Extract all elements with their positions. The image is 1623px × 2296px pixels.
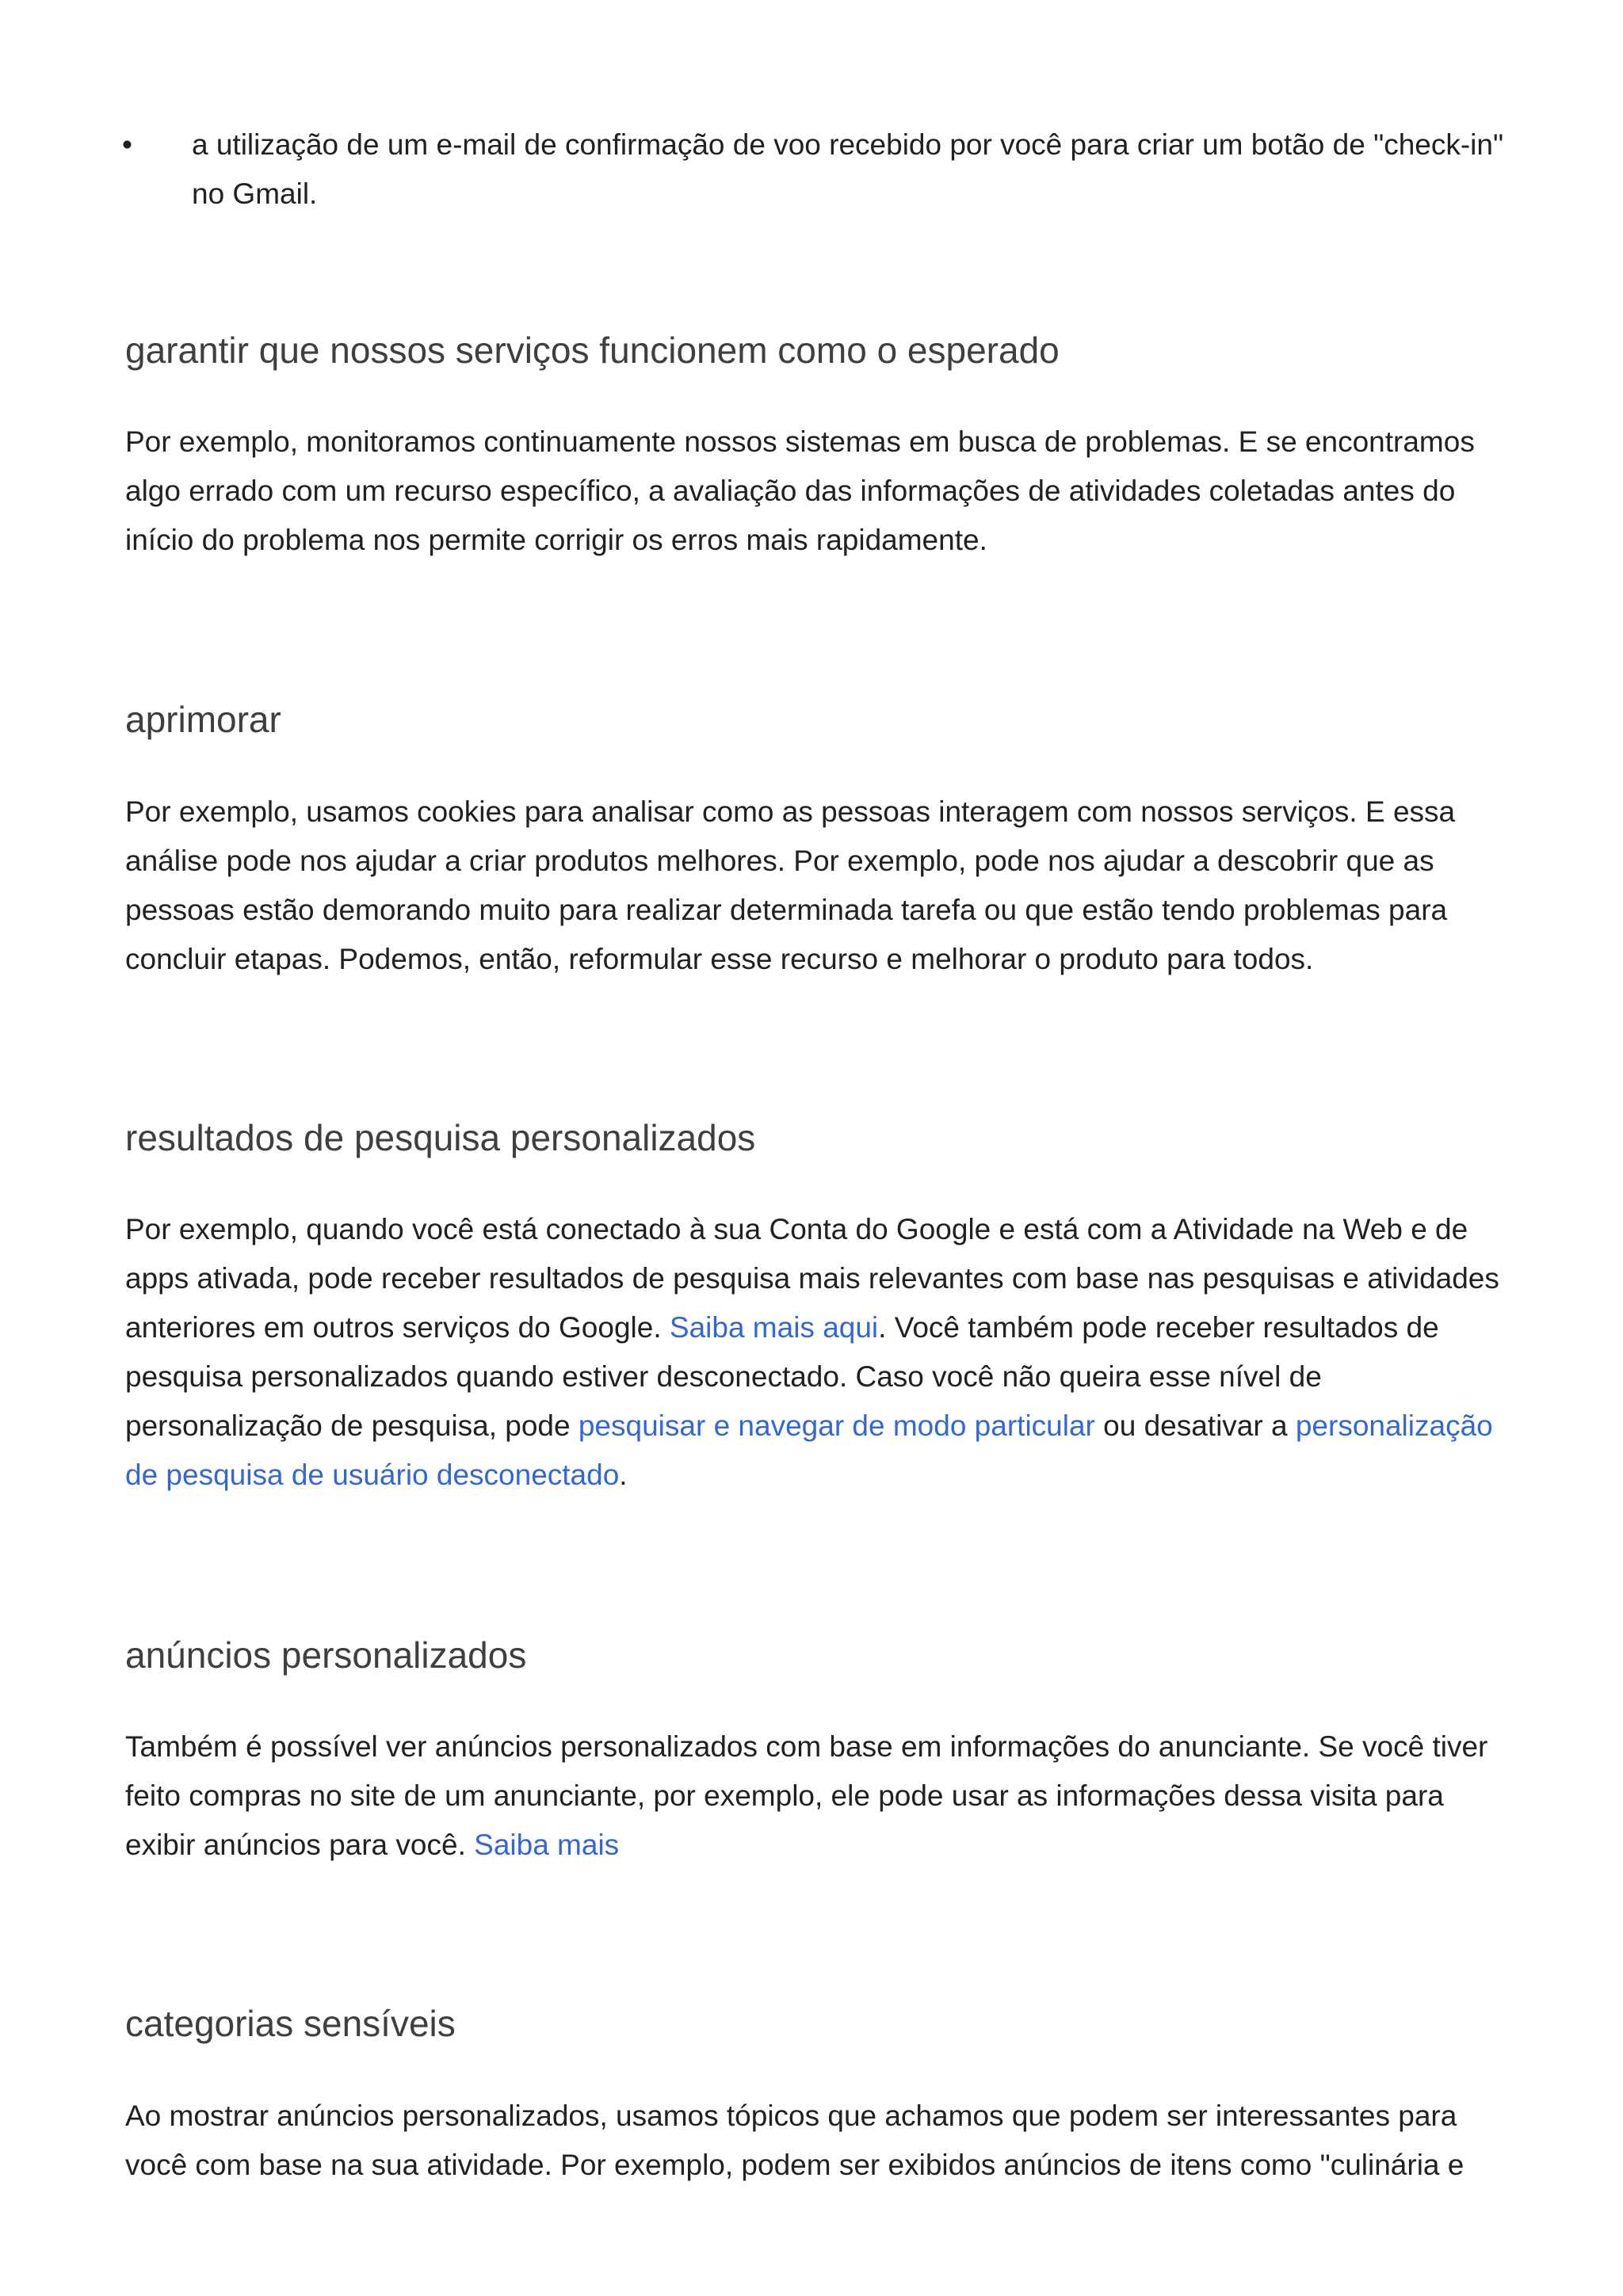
section-heading-categorias: categorias sensíveis: [125, 2003, 456, 2044]
personalizacao-pesquisa-link[interactable]: personalização de pesquisa de usuário desconectado: [125, 1409, 1493, 1491]
bullet-icon: •: [122, 128, 132, 161]
section-body-categorias: Ao mostrar anúncios personalizados, usamos tópicos que achamos que podem ser interessantes para você com base na sua atividade. Por exemplo, podem ser exibidos anúncios de itens como "culinária e: [125, 2100, 1465, 2181]
section-body-anuncios: [125, 1722, 1504, 1870]
body-text: Também é possível ver anúncios personalizados com base em informações do anunciante. Se você tiver feito compras no site de um anunciante, por exemplo, ele pode usar as informações dessa visita para exibir anúncios para você.: [125, 1730, 1488, 1861]
section-heading-anuncios: anúncios personalizados: [125, 1634, 527, 1676]
pesquisar-modo-particular-link[interactable]: pesquisar e navegar de modo particular: [578, 1409, 1095, 1442]
section-heading-aprimorar: aprimorar: [125, 699, 281, 740]
list-item-text: a utilização de um e-mail de confirmação de voo recebido por você para criar um botão de "check-in" no Gmail.: [192, 128, 1504, 210]
body-text: .: [619, 1459, 628, 1491]
section-body-servicos: Por exemplo, monitoramos continuamente nossos sistemas em busca de problemas. E se encontramos algo errado com um recurso específico, a avaliação das informações de atividades coletadas antes do início do problema nos permite corrigir os erros mais rapidamente.: [125, 425, 1475, 556]
body-text: Por exemplo, quando você está conectado à sua Conta do Google e está com a Atividade na Web e de apps ativada, pode receber resultados de pesquisa mais relevantes com base nas pesquisas e atividades anteriores em outros serviços do Google.: [125, 1213, 1499, 1344]
saiba-mais-aqui-link[interactable]: Saiba mais aqui: [669, 1311, 879, 1344]
section-heading-servicos: garantir que nossos serviços funcionem como o esperado: [125, 330, 1060, 371]
section-body-resultados: [125, 1205, 1504, 1500]
saiba-mais-link[interactable]: Saiba mais: [474, 1829, 620, 1861]
body-text: ou desativar a: [1094, 1409, 1296, 1442]
section-heading-resultados: resultados de pesquisa personalizados: [125, 1117, 756, 1158]
section-body-aprimorar: Por exemplo, usamos cookies para analisar como as pessoas interagem com nossos serviços. E essa análise pode nos ajudar a criar produtos melhores. Por exemplo, pode nos ajudar a descobrir que as pessoas estão demorando muito para realizar determinada tarefa ou que estão tendo problemas para concluir etapas. Podemos, então, reformular esse recurso e melhorar o produto para todos.: [125, 795, 1456, 975]
list-item: [122, 120, 1504, 219]
body-text: . Você também pode receber resultados de pesquisa personalizados quando estiver desconectado. Caso você não queira esse nível de personalização de pesquisa, pode: [125, 1311, 1439, 1442]
